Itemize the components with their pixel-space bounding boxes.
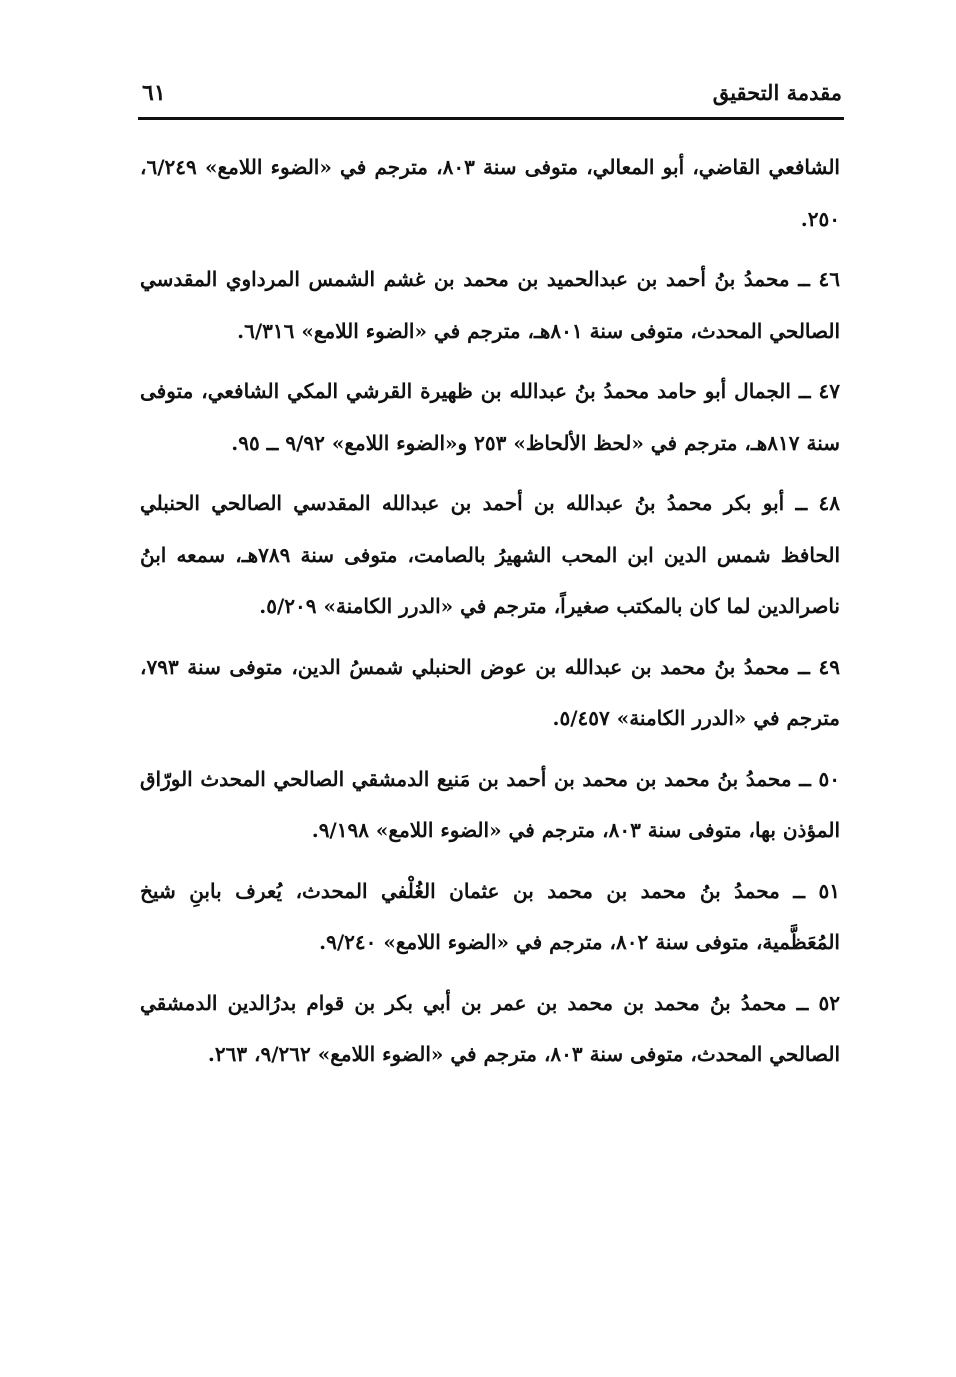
paragraph-entry-48: ٤٨ ــ أبو بكر محمدُ بنُ عبدالله بن أحمد بن عبدالله المقدسي الصالحي الحنبلي الحافظ شمس الدين ابن المحب الشهيرُ بالصامت، متوفى سنة ٧٨٩هـ، سمعه ابنُ ناصرالدين لما كان بالمكتب صغيراً، مترجم في «الدرر الكامنة» ٥/٢٠٩. bbox=[140, 491, 841, 618]
page-header bbox=[138, 78, 844, 114]
paragraph-entry-49: ٤٩ ــ محمدُ بنُ محمد بن عبدالله بن عوض الحنبلي شمسُ الدين، متوفى سنة ٧٩٣، مترجم في «الدرر الكامنة» ٥/٤٥٧. bbox=[140, 654, 840, 730]
paragraph-entry-51: ٥١ ــ محمدُ بنُ محمد بن محمد بن عثمان الغُلْفي المحدث، يُعرف بابنِ شيخ المُعَظَّمية، متوفى سنة ٨٠٢، مترجم في «الضوء اللامع» ٩/٢٤٠. bbox=[140, 878, 840, 954]
paragraph-entry-46: ٤٦ ــ محمدُ بنُ أحمد بن عبدالحميد بن محمد بن غشم الشمس المرداوي المقدسي الصالحي المحدث، متوفى سنة ٨٠١هـ، مترجم في «الضوء اللامع» ٦/٣١٦. bbox=[140, 267, 840, 343]
paragraph-entry-47: ٤٧ ــ الجمال أبو حامد محمدُ بنُ عبدالله بن ظهيرة القرشي المكي الشافعي، متوفى سنة ٨١٧هـ، مترجم في «لحظ الألحاظ» ٢٥٣ و«الضوء اللامع» ٩/٩٢ ــ ٩٥. bbox=[140, 379, 840, 455]
running-head-title: مقدمة التحقيق bbox=[712, 80, 842, 105]
paragraph-entry-50: ٥٠ ــ محمدُ بنُ محمد بن محمد بن أحمد بن مَنيع الدمشقي الصالحي المحدث الورّاق المؤذن بها، متوفى سنة ٨٠٣، مترجم في «الضوء اللامع» ٩/١٩٨. bbox=[140, 766, 840, 842]
paragraph-continuation: الشافعي القاضي، أبو المعالي، متوفى سنة ٨٠٣، مترجم في «الضوء اللامع» ٦/٢٤٩، ٢٥٠. bbox=[140, 155, 840, 231]
page-number: ٦١ bbox=[142, 80, 166, 106]
body-text bbox=[140, 142, 840, 1090]
header-rule bbox=[138, 117, 844, 120]
paragraph-entry-52: ٥٢ ــ محمدُ بنُ محمد بن محمد بن عمر بن أبي بكر بن قوام بدرُالدين الدمشقي الصالحي المحدث، متوفى سنة ٨٠٣، مترجم في «الضوء اللامع» ٩/٢٦٢، ٢٦٣. bbox=[140, 990, 840, 1066]
